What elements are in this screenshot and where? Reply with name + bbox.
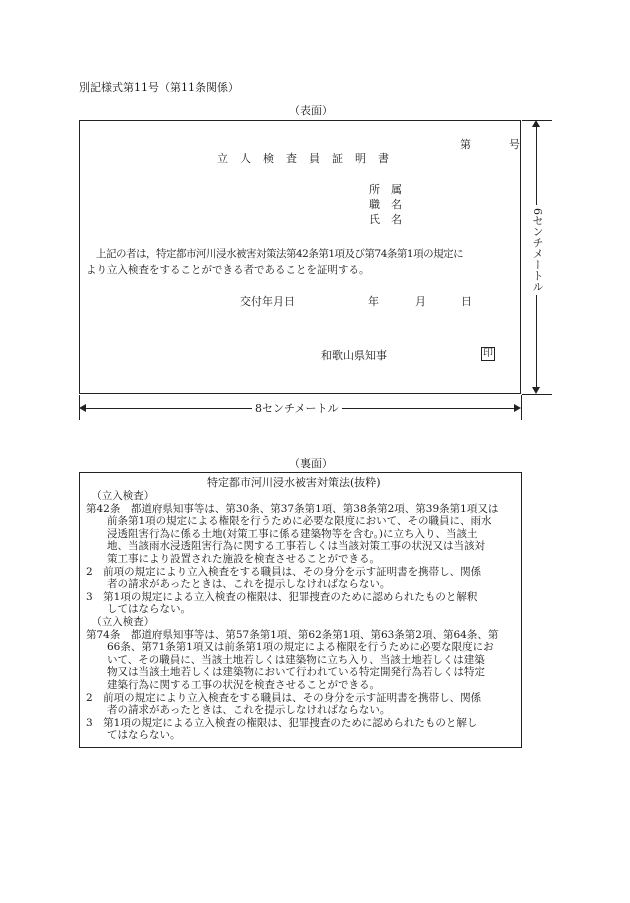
- body-line-2: より立入検査をすることができる者であることを証明する。: [86, 264, 370, 276]
- form-label: 別記様式第11号（第11条関係）: [79, 81, 239, 94]
- number-suffix: 号: [509, 138, 520, 151]
- law-text-line: （立入検査）: [86, 616, 155, 628]
- day-label: 日: [461, 295, 472, 308]
- height-arrow-down: [532, 387, 540, 394]
- law-text-line: 者の請求があったときは、これを提示しなければならない。: [86, 578, 391, 591]
- law-text-line: 地、当該雨水浸透阻害行為に関する工事若しくは当該対策工事の状況又は当該対: [86, 540, 485, 553]
- law-text-line: 物又は当該土地若しくは建築物において行われている特定開発行為若しくは特定: [86, 666, 485, 679]
- law-text-line: てはならない。: [86, 729, 181, 742]
- affiliation-label: 所 属: [369, 183, 402, 196]
- law-text-line: 3 第1項の規定による立入検査の権限は、犯罪捜査のために認められたものと解し: [86, 716, 478, 729]
- law-text-line: 2 前項の規定により立入検査をする職員は、その身分を示す証明書を携帯し、関係: [86, 691, 482, 704]
- height-tick-bottom: [522, 394, 552, 395]
- body-line-1: 上記の者は，特定都市河川浸水被害対策法第42条第1項及び第74条第1項の規定に: [86, 248, 464, 260]
- law-text-line: （立入検査）: [86, 490, 155, 502]
- law-text-line: 第42条 都道府県知事等は、第30条、第37条第1項、第38条第2項、第39条第1項又は: [86, 502, 499, 515]
- width-label: 8センチメートル: [252, 402, 342, 415]
- width-arrow-left: [79, 404, 86, 412]
- issue-date-label: 交付年月日: [240, 295, 295, 308]
- height-label: 6センチメートル: [531, 205, 543, 295]
- law-text-line: 3 第1項の規定による立入検査の権限は、犯罪捜査のために認められたものと解釈: [86, 590, 478, 603]
- month-label: 月: [415, 295, 426, 308]
- law-text-line: してはならない。: [86, 603, 191, 616]
- law-text-line: 第74条 都道府県知事等は、第57条第1項、第62条第1項、第63条第2項、第64条、第: [86, 628, 499, 641]
- law-excerpt-box: [79, 472, 522, 748]
- name-label: 氏 名: [369, 213, 402, 226]
- law-text-line: 前条第1項の規定による権限を行うために必要な限度において、その職員に、雨水: [86, 515, 492, 528]
- issuer-label: 和歌山県知事: [321, 349, 387, 362]
- law-excerpt-title: 特定都市河川浸水被害対策法(抜粋): [207, 476, 381, 489]
- law-text-line: 策工事により設置された施設を検査させることができる。: [86, 553, 380, 565]
- width-arrow-right: [514, 404, 521, 412]
- position-label: 職 名: [369, 198, 402, 211]
- back-side-label: （裏面）: [289, 457, 333, 470]
- law-text-line: 者の請求があったときは、これを提示しなければならない。: [86, 704, 391, 717]
- law-text-line: 建築行為に関する工事の状況を検査させることができる。: [86, 679, 380, 691]
- law-text-line: 2 前項の規定により立入検査をする職員は、その身分を示す証明書を携帯し、関係: [86, 565, 482, 578]
- seal-box: [481, 347, 495, 361]
- year-label: 年: [368, 295, 379, 308]
- width-tick-right: [521, 395, 522, 420]
- law-text-line: いて、その職員に、当該土地若しくは建築物に立ち入り、当該土地若しくは建築: [86, 653, 485, 666]
- height-tick-top: [522, 120, 552, 121]
- law-text-line: 66条、第71条第1項又は前条第1項の規定による権限を行うために必要な限度にお: [86, 641, 494, 654]
- height-arrow-up: [532, 120, 540, 127]
- front-side-label: （表面）: [289, 104, 333, 117]
- seal-label: 印: [483, 348, 493, 359]
- number-prefix: 第: [460, 138, 471, 151]
- law-text-line: 浸透阻害行為に係る土地(対策工事に係る建築物等を含む。)に立ち入り、当該土: [86, 527, 478, 540]
- certificate-title: 立 人 検 査 員 証 明 書: [217, 152, 390, 165]
